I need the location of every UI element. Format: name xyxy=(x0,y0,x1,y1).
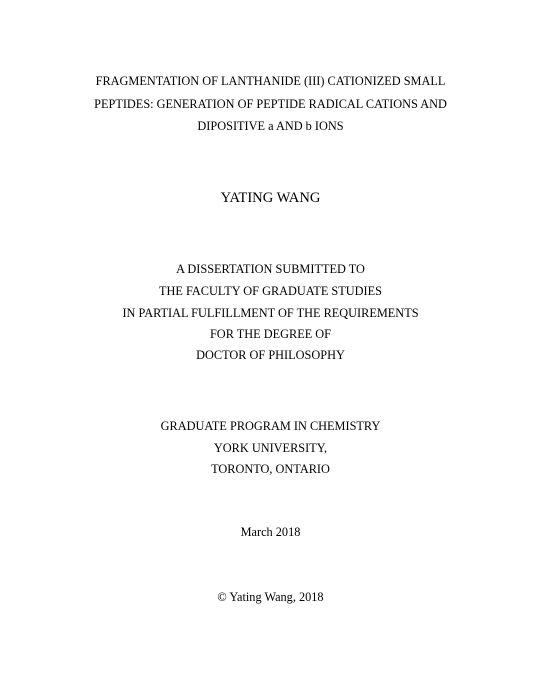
submission-date: March 2018 xyxy=(240,525,301,539)
dissertation-title-line-2: PEPTIDES: GENERATION OF PEPTIDE RADICAL CATIONS AND xyxy=(94,97,447,111)
submission-line-2: THE FACULTY OF GRADUATE STUDIES xyxy=(159,284,382,298)
institution-line-2: YORK UNIVERSITY, xyxy=(213,441,328,455)
dissertation-title-line-3: DIPOSITIVE a AND b IONS xyxy=(197,119,344,133)
submission-line-4: FOR THE DEGREE OF xyxy=(209,327,332,341)
copyright-notice: © Yating Wang, 2018 xyxy=(217,590,324,604)
submission-line-1: A DISSERTATION SUBMITTED TO xyxy=(176,262,365,276)
institution-line-1: GRADUATE PROGRAM IN CHEMISTRY xyxy=(160,419,381,433)
author-name: YATING WANG xyxy=(220,190,321,206)
submission-line-3: IN PARTIAL FULFILLMENT OF THE REQUIREMENTS xyxy=(122,306,419,320)
institution-line-3: TORONTO, ONTARIO xyxy=(211,462,330,476)
submission-line-5: DOCTOR OF PHILOSOPHY xyxy=(196,348,345,362)
dissertation-title-line-1: FRAGMENTATION OF LANTHANIDE (III) CATIONIZED SMALL xyxy=(95,74,446,88)
